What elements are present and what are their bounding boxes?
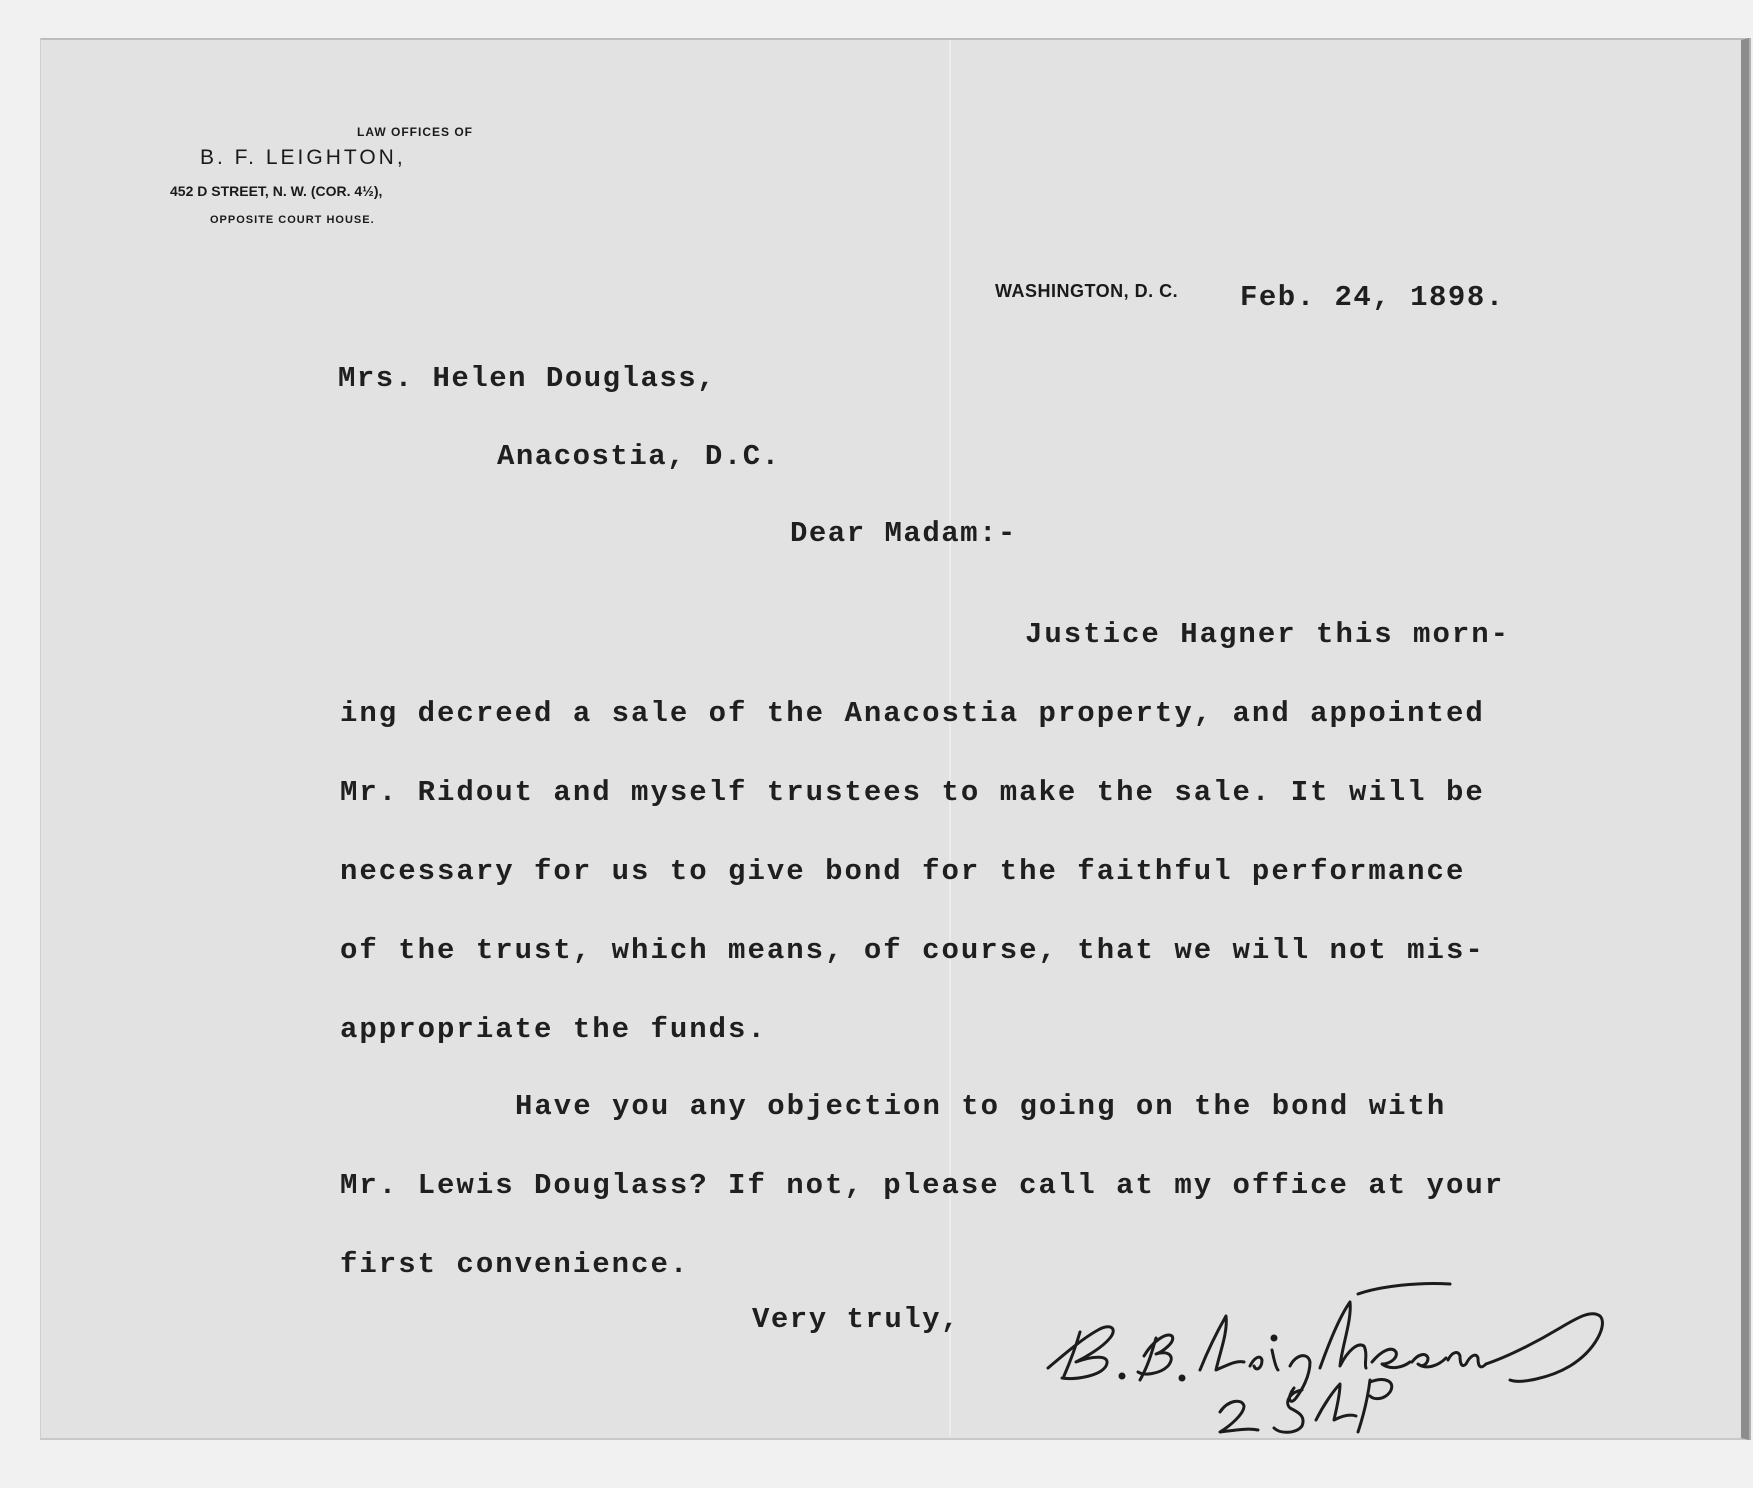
- body-line: Have you any objection to going on the bond with: [515, 1090, 1447, 1123]
- addressee-name: Mrs. Helen Douglass,: [338, 362, 717, 395]
- letterhead-name: B. F. LEIGHTON,: [200, 146, 406, 169]
- body-line: ing decreed a sale of the Anacostia property, and appointed: [340, 697, 1485, 730]
- body-line: Mr. Lewis Douglass? If not, please call at my office at your: [340, 1169, 1505, 1202]
- closing: Very truly,: [752, 1303, 960, 1336]
- body-line: Justice Hagner this morn-: [1025, 618, 1511, 651]
- handwritten-signature: [1040, 1280, 1630, 1440]
- letterhead-address: 452 D STREET, N. W. (COR. 4½),: [170, 183, 383, 199]
- dateline-place: WASHINGTON, D. C.: [995, 281, 1179, 301]
- body-paragraph-1: [340, 595, 1510, 1069]
- salutation: Dear Madam:-: [790, 517, 1017, 550]
- body-line: of the trust, which means, of course, that we will not mis-: [340, 934, 1485, 967]
- letterhead-law-offices-of: LAW OFFICES OF: [357, 125, 473, 139]
- dateline-date: Feb. 24, 1898.: [1240, 281, 1505, 314]
- addressee-city: Anacostia, D.C.: [497, 440, 781, 473]
- body-line: first convenience.: [340, 1248, 690, 1281]
- letterhead-location-note: OPPOSITE COURT HOUSE.: [210, 214, 375, 226]
- body-line: necessary for us to give bond for the faithful performance: [340, 855, 1466, 888]
- body-line: appropriate the funds.: [340, 1013, 767, 1046]
- body-line: Mr. Ridout and myself trustees to make the sale. It will be: [340, 776, 1485, 809]
- body-paragraph-2: [340, 1067, 1504, 1304]
